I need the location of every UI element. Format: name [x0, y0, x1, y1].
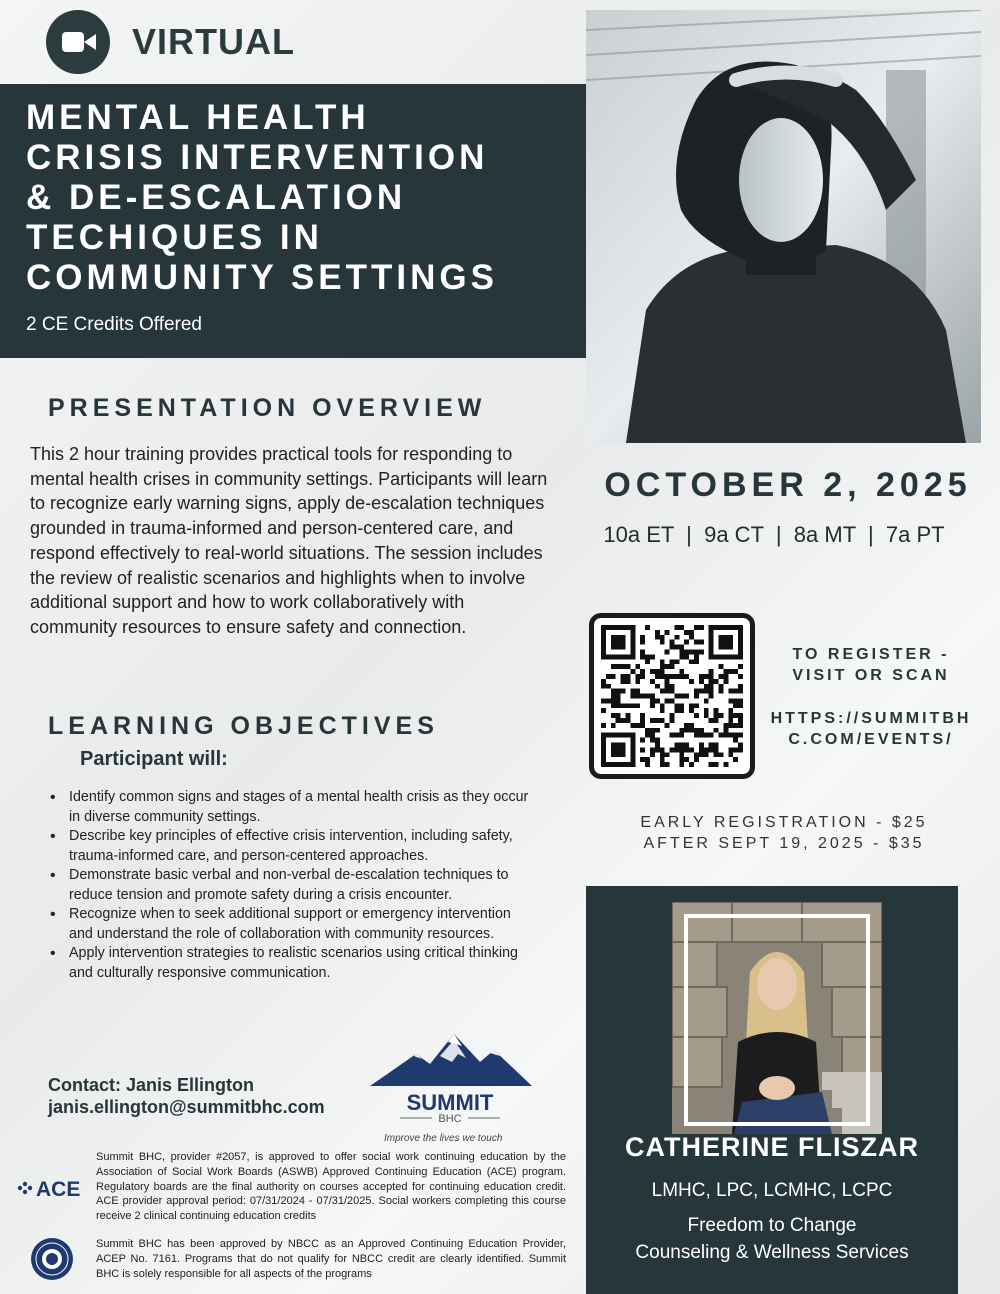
- contact-email[interactable]: janis.ellington@summitbhc.com: [48, 1097, 325, 1117]
- objectives-heading: LEARNING OBJECTIVES: [48, 712, 439, 740]
- summit-logo: [370, 1032, 532, 1148]
- speaker-organization: [586, 1212, 958, 1266]
- ce-credits: 2 CE Credits Offered: [26, 314, 203, 335]
- registration-url[interactable]: HTTPS://SUMMITBHC.COM/EVENTS/: [770, 710, 972, 748]
- objectives-subheading: Participant will:: [80, 748, 228, 770]
- ace-label: ACE: [36, 1178, 81, 1201]
- list-item: • Apply intervention strategies to realistic scenarios using critical thinking and culturally responsive communication.: [48, 944, 538, 983]
- ace-logo: [16, 1174, 88, 1202]
- logo-sub: BHC: [438, 1113, 462, 1125]
- speaker-name: CATHERINE FLISZAR: [625, 1132, 919, 1162]
- list-item: • Identify common signs and stages of a mental health crisis as they occur in diverse community settings.: [48, 788, 538, 827]
- list-item: • Demonstrate basic verbal and non-verbal de-escalation techniques to reduce tension and promote safety during a crisis encounter.: [48, 866, 538, 905]
- nbcc-statement: Summit BHC has been approved by NBCC as an Approved Continuing Education Provider, ACEP No. 7161. Programs that do not qualify for NBCC credit are clearly identified. Summit BHC is solely responsible for all aspects of the programs: [96, 1238, 566, 1280]
- event-times: 10a ET | 9a CT | 8a MT | 7a PT: [603, 522, 945, 547]
- ace-statement: Summit BHC, provider #2057, is approved to offer social work continuing education by the Association of Social Work Boards (ASWB) Approved Continuing Education (ACE) program. Regulatory boards are the final authority on courses accepted for continuing education credit. ACE provider approval period: 07/31/2024 - 07/31/2025. Social workers completing this course receive 2 clinical continuing education credits: [96, 1151, 566, 1223]
- title-panel: [0, 84, 586, 358]
- objectives-list: [48, 788, 538, 983]
- title-line: COMMUNITY SETTINGS: [26, 258, 498, 297]
- title-line: TECHIQUES IN: [26, 218, 323, 257]
- video-camera-icon: [46, 10, 110, 74]
- price-late: AFTER SEPT 19, 2025 - $35: [643, 835, 925, 852]
- logo-name: SUMMIT: [406, 1090, 494, 1115]
- register-line-2: VISIT OR SCAN: [792, 667, 950, 684]
- speaker-credentials: LMHC, LPC, LCMHC, LCPC: [651, 1180, 893, 1201]
- event-title: [26, 98, 586, 298]
- event-date: OCTOBER 2, 2025: [604, 466, 972, 504]
- logo-tagline: Improve the lives we touch: [384, 1133, 503, 1144]
- contact-name: Contact: Janis Ellington: [48, 1075, 255, 1095]
- virtual-label: VIRTUAL: [132, 21, 295, 62]
- list-item: • Recognize when to seek additional support or emergency intervention and understand the role of collaboration with community resources.: [48, 905, 538, 944]
- price-early: EARLY REGISTRATION - $25: [640, 814, 928, 831]
- photo-frame: [684, 914, 870, 1126]
- title-line: & DE-ESCALATION: [26, 178, 407, 217]
- virtual-badge: [46, 10, 295, 74]
- speaker-photo: [672, 902, 882, 1134]
- title-line: CRISIS INTERVENTION: [26, 138, 489, 177]
- overview-body: This 2 hour training provides practical tools for responding to mental health crises in community settings. Participants will learn to recognize early warning signs, apply de-escalation techniques grounded in trauma-informed and person-centered care, and respond effectively to real-world situations. The session includes the review of realistic scenarios and highlights when to involve additional support and how to work collaboratively with community resources to ensure safety and connection.: [30, 444, 548, 637]
- nbcc-seal-icon: [30, 1237, 74, 1281]
- speaker-panel: [586, 886, 958, 1294]
- overview-heading: PRESENTATION OVERVIEW: [48, 394, 487, 422]
- contact-block: [48, 1074, 325, 1118]
- org-line-2: Counseling & Wellness Services: [635, 1242, 909, 1263]
- registration-qr-code[interactable]: [589, 613, 755, 779]
- pricing: [586, 812, 982, 854]
- title-line: MENTAL HEALTH: [26, 98, 370, 137]
- org-line-1: Freedom to Change: [687, 1215, 857, 1236]
- hero-photo: [586, 10, 981, 443]
- register-line-1: TO REGISTER -: [792, 646, 950, 663]
- list-item: • Describe key principles of effective crisis intervention, including safety, trauma-informed care, and person-centered approaches.: [48, 827, 538, 866]
- register-instructions: [770, 644, 972, 686]
